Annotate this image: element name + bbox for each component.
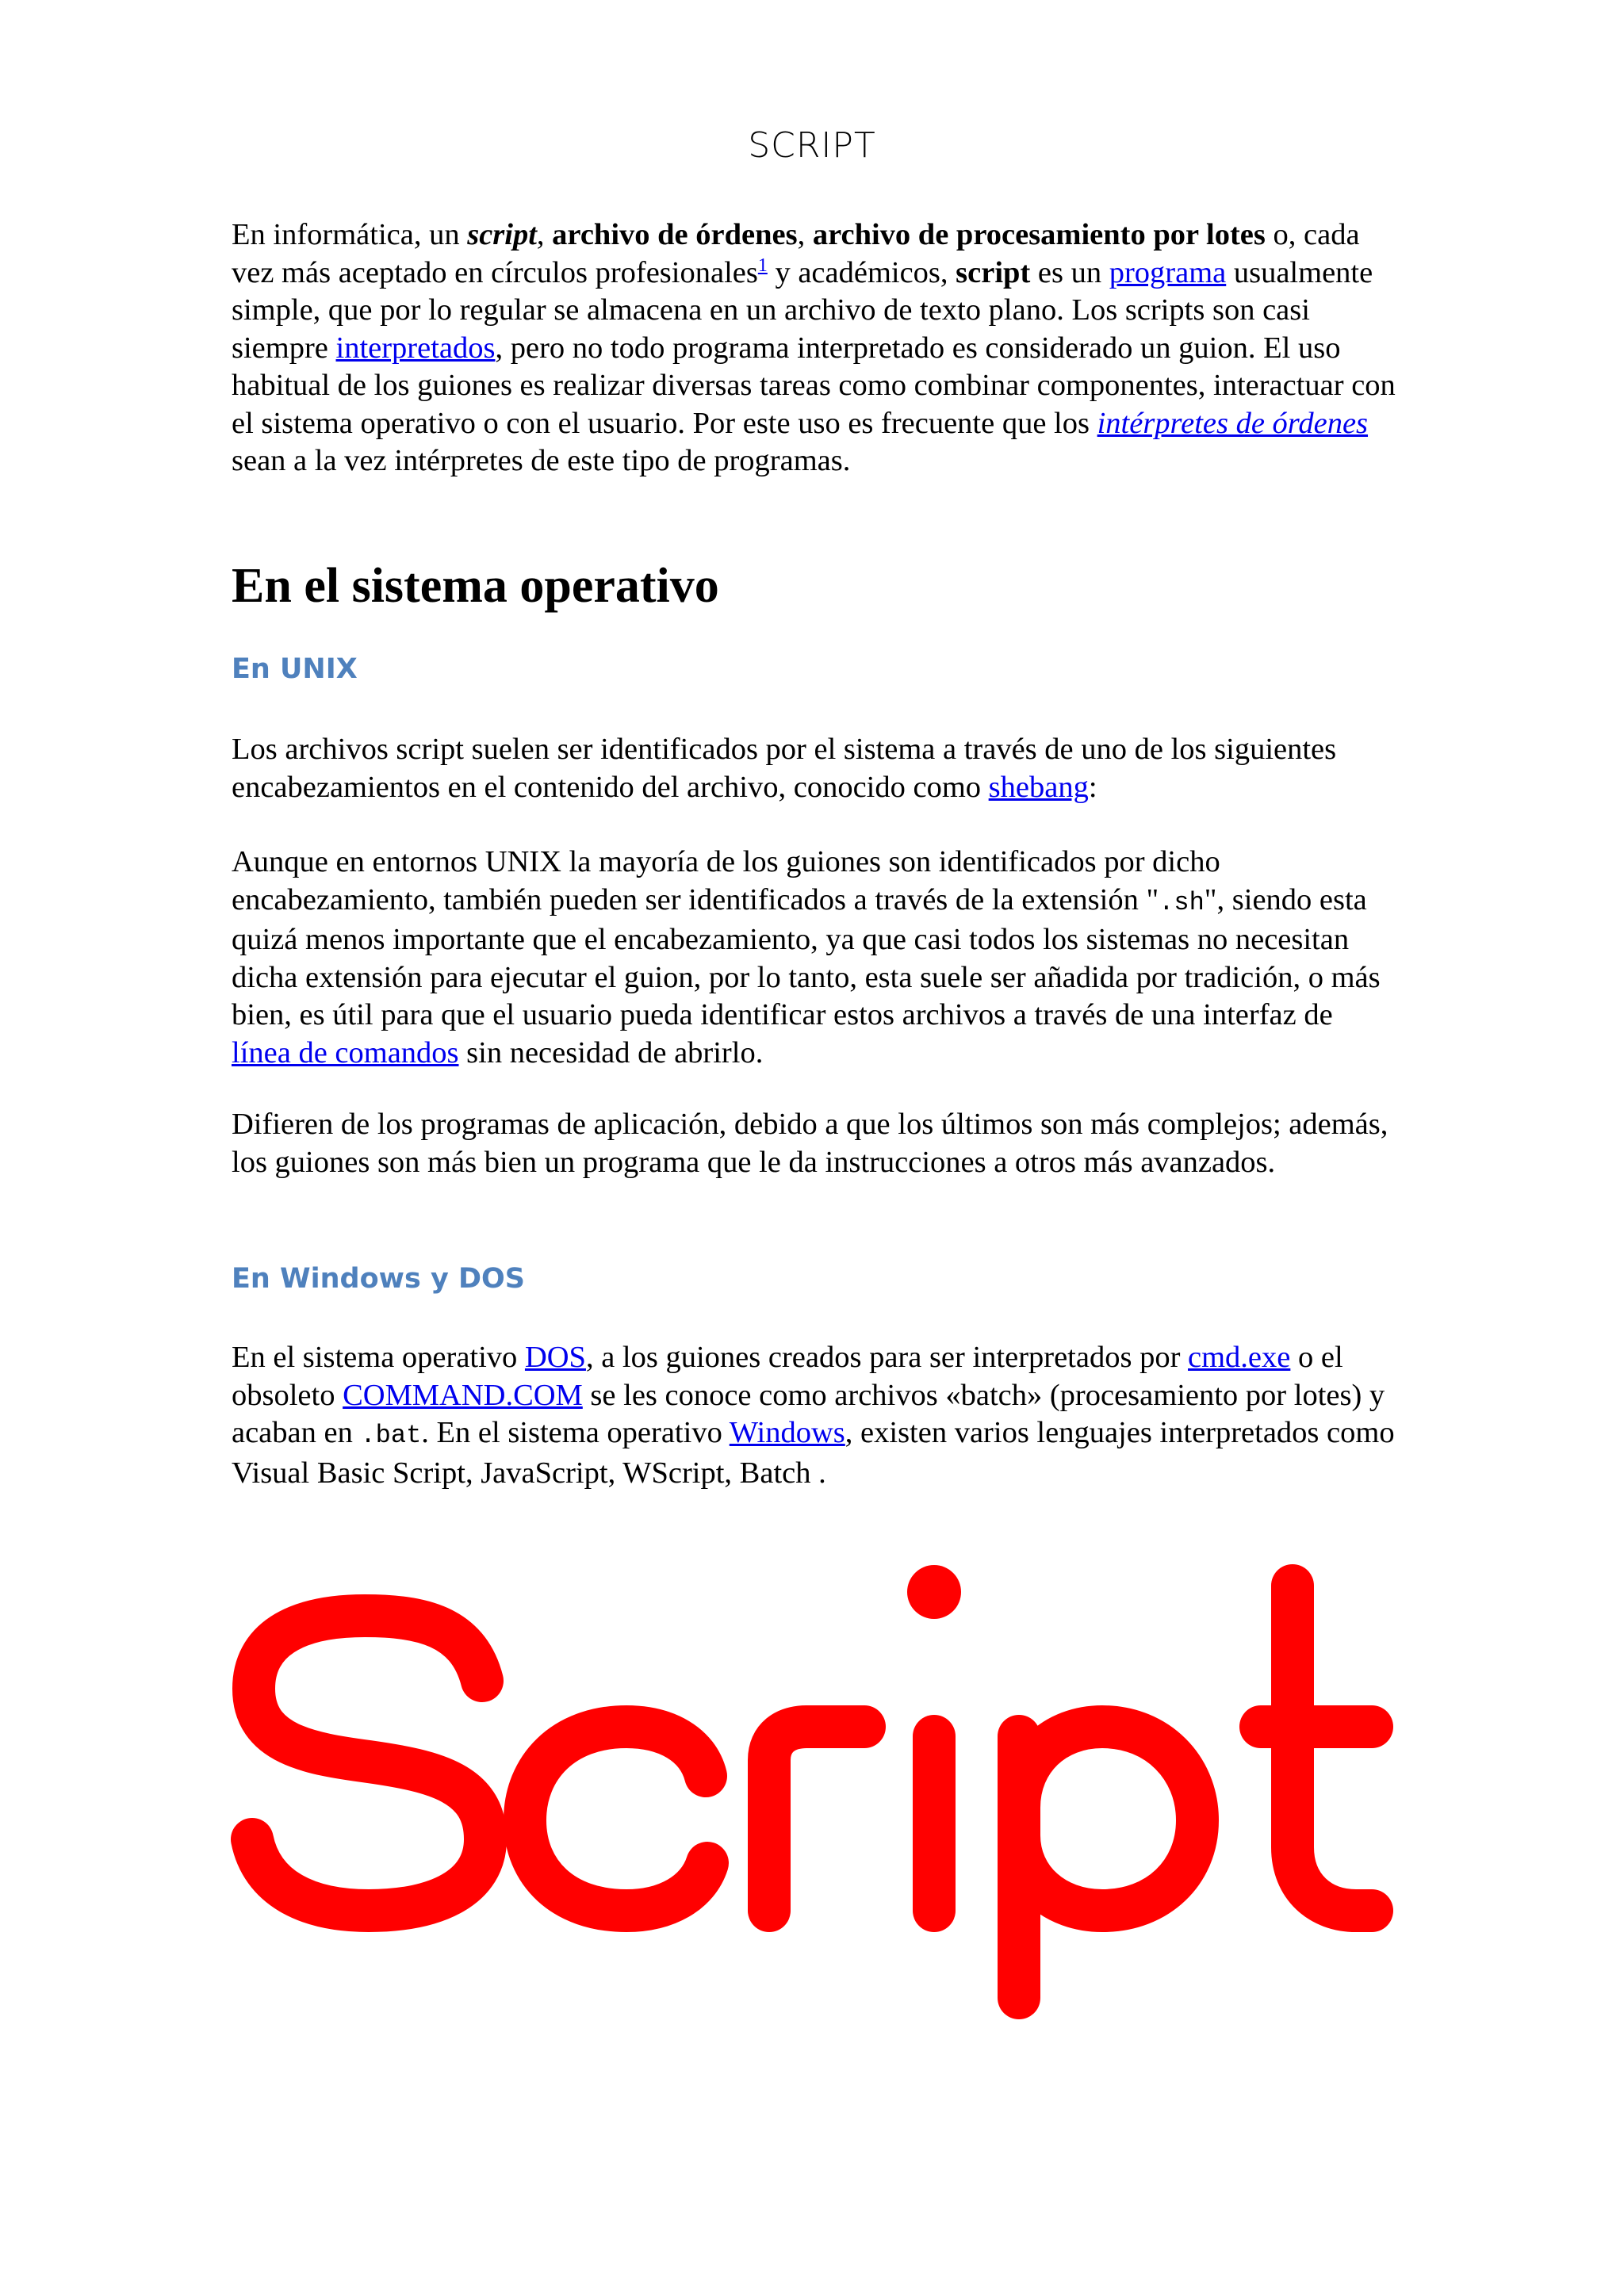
subheading-windows-dos: En Windows y DOS (232, 1263, 525, 1295)
link-programa[interactable]: programa (1109, 255, 1227, 289)
unix-p2-end: sin necesidad de abrirlo. (458, 1035, 764, 1070)
windows-text-2: , a los guiones creados para ser interpretados por (585, 1341, 1189, 1374)
unix-p1-text: Los archivos script suelen ser identificados por el sistema a través de uno de los siguientes encabezamientos en el contenido del archivo, conocido como (232, 733, 1337, 804)
link-interpretados[interactable]: interpretados (335, 331, 496, 365)
unix-paragraph-2 (232, 844, 1397, 1072)
code-sh-extension: .sh (1159, 887, 1205, 917)
term-archivo-ordenes: archivo de órdenes (552, 218, 798, 251)
footnote-link[interactable]: 1 (757, 254, 768, 276)
unix-p2-text-2: ", siendo esta quizá menos importante que el encabezamiento, ya que casi todos los sistemas no necesitan dicha extensión para ejecutar el guion, por lo tanto, esta suele ser añadida por tradición, o más bien, es útil para que el usuario pueda identificar estos archivos a través de una interfaz de (232, 882, 1381, 1031)
link-command-com[interactable]: COMMAND.COM (343, 1378, 583, 1412)
unix-p2-text: Aunque en entornos UNIX la mayoría de los guiones son identificados por dicho encabezamiento, también pueden ser identificados a través de la extensión " (232, 845, 1220, 916)
logo-i-dot (907, 1565, 961, 1619)
intro-text-8: , pero no todo programa interpretado es considerado un guion. El uso habitual de los guiones es realizar diversas tareas como combinar componentes, interactuar con el sistema operativo o con el usuario. Por este uso es frecuente que los (232, 331, 1396, 440)
link-interpretes-ordenes[interactable]: intérpretes de órdenes (1097, 406, 1369, 440)
windows-text-6: , existen varios lenguajes interpretados como Visual Basic Script, JavaScript, WScript, Batch . (232, 1416, 1395, 1490)
intro-text-3: , (797, 218, 813, 251)
unix-p1-end: : (1088, 770, 1097, 804)
section-heading: En el sistema operativo (232, 559, 719, 613)
intro-text-1: En informática, un (232, 218, 468, 251)
subheading-unix: En UNIX (232, 653, 358, 685)
script-logo-strokes (252, 1586, 1372, 1998)
link-shebang[interactable]: shebang (988, 770, 1089, 804)
unix-paragraph-1 (232, 731, 1397, 806)
unix-paragraph-3: Difieren de los programas de aplicación, debido a que los últimos son más complejos; además, los guiones son más bien un programa que le da instrucciones a otros más avanzados. (232, 1108, 1388, 1179)
windows-text-5: . En el sistema operativo (421, 1416, 730, 1449)
intro-text-5: y académicos, (767, 255, 956, 289)
link-dos[interactable]: DOS (524, 1341, 586, 1374)
intro-text-6: es un (1030, 255, 1109, 289)
intro-text-7: usualmente simple, que por lo regular se almacena en un archivo de texto plano. Los scripts son casi siempre (232, 255, 1373, 365)
intro-text-9: sean a la vez intérpretes de este tipo de programas. (232, 444, 851, 477)
windows-paragraph (232, 1339, 1397, 1492)
link-linea-comandos[interactable]: línea de comandos (232, 1035, 459, 1070)
intro-paragraph (232, 216, 1397, 480)
intro-text-2: , (536, 218, 553, 251)
windows-text-1: En el sistema operativo (232, 1341, 525, 1374)
windows-text-3: o el obsoleto (232, 1341, 1343, 1412)
link-cmd-exe[interactable]: cmd.exe (1188, 1341, 1291, 1374)
code-bat-extension: .bat (360, 1421, 422, 1450)
link-windows[interactable]: Windows (729, 1416, 845, 1449)
document-title: SCRIPT (748, 125, 876, 166)
term-script-bold: script (956, 255, 1031, 289)
intro-text-4: o, cada vez más aceptado en círculos profesionales (232, 218, 1360, 289)
windows-text-4: se les conoce como archivos «batch» (procesamiento por lotes) y acaban en (232, 1378, 1385, 1449)
term-procesamiento-lotes: archivo de procesamiento por lotes (812, 218, 1266, 251)
script-logo-image (230, 1522, 1396, 2030)
script-term: script (467, 218, 537, 251)
